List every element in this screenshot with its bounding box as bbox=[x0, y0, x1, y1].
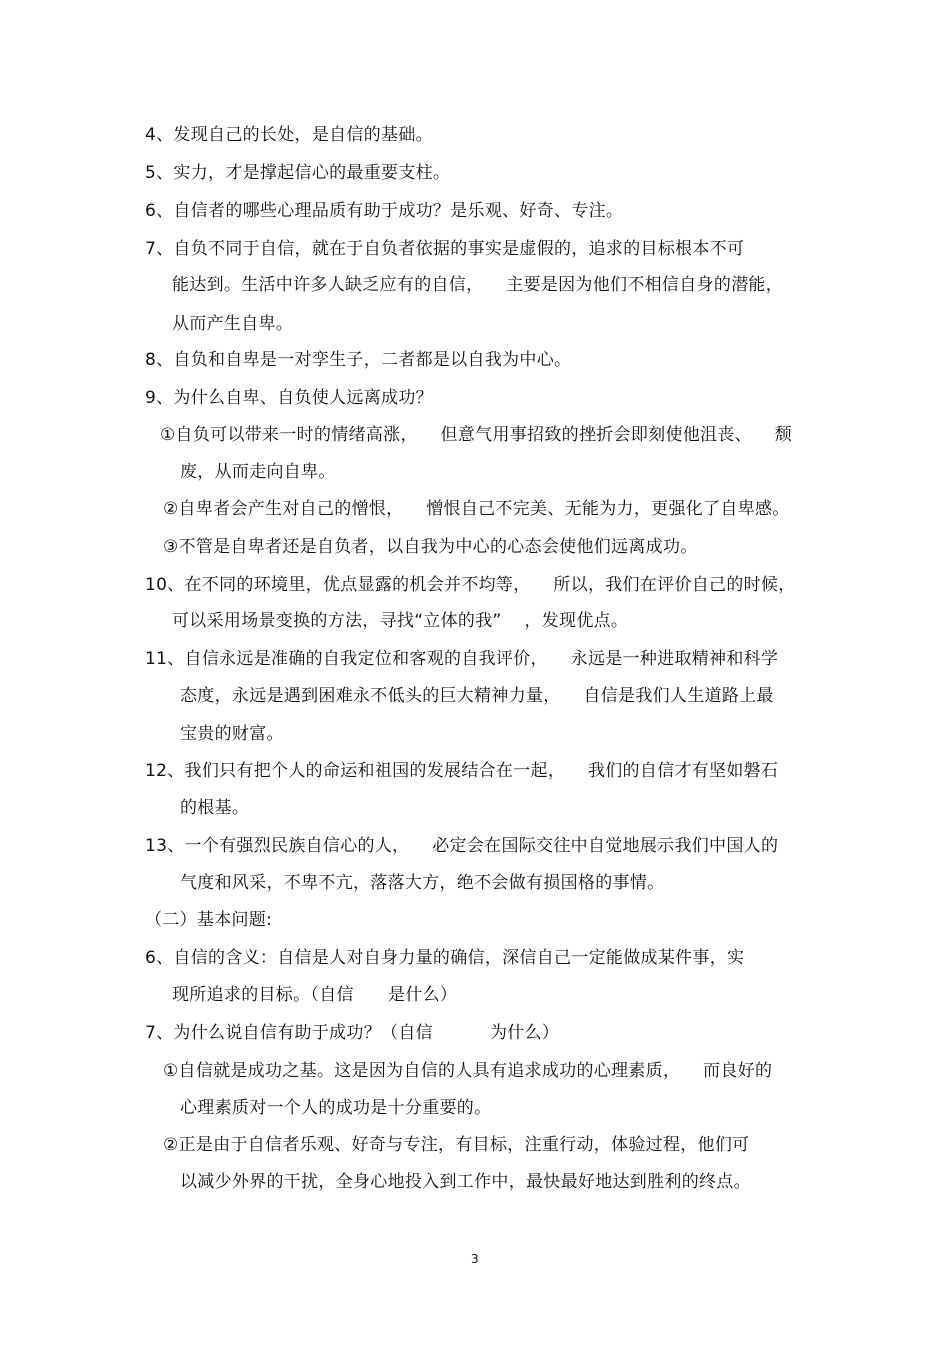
line-item-6: 6、自信者的哪些心理品质有助于成功？是乐观、好奇、专注。 bbox=[145, 201, 624, 221]
line-sub-9-1: ①自负可以带来一时的情绪高涨， 但意气用事招致的挫折会即刻使他沮丧、 颓 bbox=[160, 425, 793, 445]
line-item-11-cont-1: 态度，永远是遇到困难永不低头的巨大精神力量， 自信是我们人生道路上最 bbox=[180, 686, 774, 706]
page-number: 3 bbox=[471, 1252, 479, 1266]
line-item-11: 11、自信永远是准确的自我定位和客观的自我评价， 永远是一种进取精神和科学 bbox=[145, 649, 779, 669]
line-answer-7-2: ②正是由于自信者乐观、好奇与专注，有目标，注重行动，体验过程，他们可 bbox=[163, 1135, 750, 1155]
section-heading: （二）基本问题: bbox=[145, 910, 273, 930]
line-item-7: 7、自负不同于自信，就在于自负者依据的事实是虚假的，追求的目标根本不可 bbox=[145, 239, 745, 259]
line-item-11-cont-2: 宝贵的财富。 bbox=[180, 724, 284, 744]
line-item-10: 10、在不同的环境里，优点显露的机会并不均等， 所以，我们在评价自己的时候， bbox=[145, 575, 796, 595]
line-answer-7-2-cont: 以减少外界的干扰，全身心地投入到工作中，最快最好地达到胜利的终点。 bbox=[180, 1172, 751, 1192]
line-question-6: 6、自信的含义：自信是人对自身力量的确信，深信自己一定能做成某件事，实 bbox=[145, 948, 745, 968]
line-answer-7-1: ①自信就是成功之基。这是因为自信的人具有追求成功的心理素质， 而良好的 bbox=[163, 1061, 773, 1081]
line-sub-9-2: ②自卑者会产生对自己的憎恨， 憎恨自己不完美、无能为力，更强化了自卑感。 bbox=[163, 499, 790, 519]
line-question-7: 7、为什么说自信有助于成功？（自信 为什么） bbox=[145, 1023, 560, 1043]
line-item-7-cont-1: 能达到。生活中许多人缺乏应有的自信， 主要是因为他们不相信自身的潜能， bbox=[172, 275, 784, 295]
line-item-9: 9、为什么自卑、自负使人远离成功？ bbox=[145, 388, 433, 408]
line-sub-9-1-cont: 废，从而走向自卑。 bbox=[180, 462, 336, 482]
line-item-13-cont: 气度和风采，不卑不亢，落落大方，绝不会做有损国格的事情。 bbox=[180, 873, 665, 893]
line-item-12: 12、我们只有把个人的命运和祖国的发展结合在一起， 我们的自信才有坚如磐石 bbox=[145, 761, 779, 781]
line-item-4: 4、发现自己的长处，是自信的基础。 bbox=[145, 125, 433, 145]
line-item-13: 13、一个有强烈民族自信心的人， 必定会在国际交往中自觉地展示我们中国人的 bbox=[145, 836, 779, 856]
line-item-10-cont: 可以采用场景变换的方法，寻找“立体的我” ，发现优点。 bbox=[172, 611, 629, 631]
line-item-5: 5、实力，才是撑起信心的最重要支柱。 bbox=[145, 163, 451, 183]
line-item-12-cont: 的根基。 bbox=[180, 798, 250, 818]
line-item-7-cont-2: 从而产生自卑。 bbox=[172, 314, 294, 334]
line-question-6-cont: 现所追求的目标。（自信 是什么） bbox=[172, 985, 458, 1005]
line-item-8: 8、自负和自卑是一对孪生子，二者都是以自我为中心。 bbox=[145, 350, 572, 370]
line-sub-9-3: ③不管是自卑者还是自负者，以自我为中心的心态会使他们远离成功。 bbox=[163, 537, 698, 557]
line-answer-7-1-cont: 心理素质对一个人的成功是十分重要的。 bbox=[180, 1098, 492, 1118]
